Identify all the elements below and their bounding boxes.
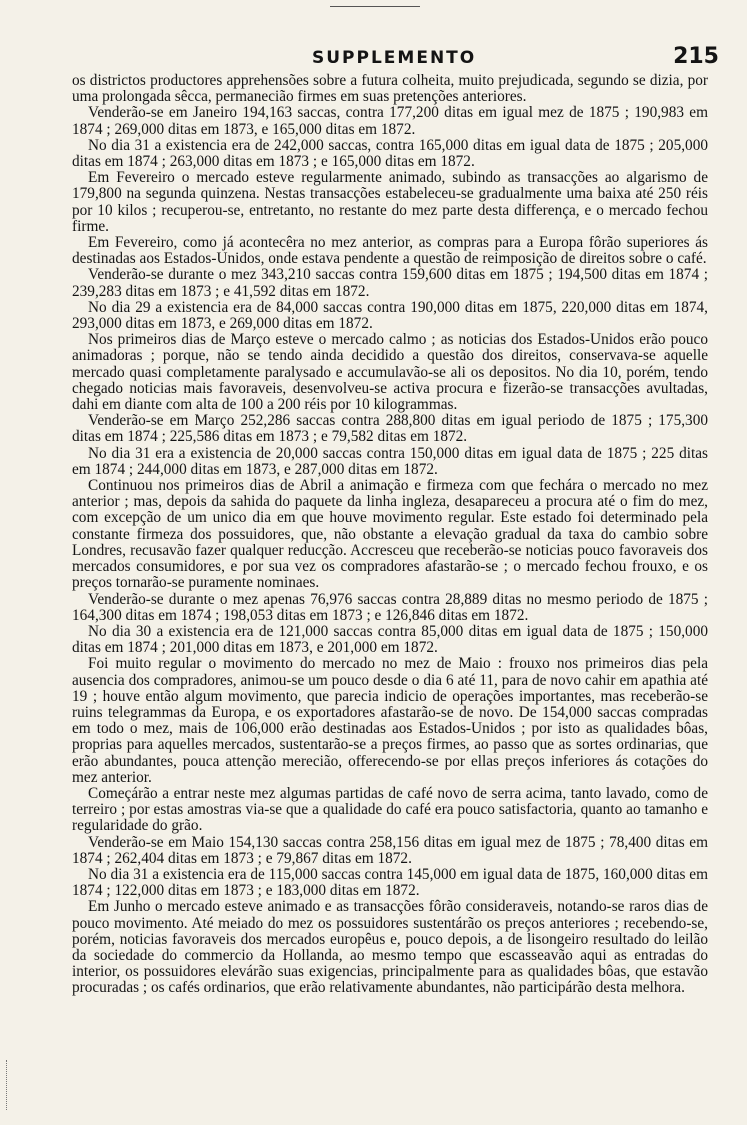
body-text <box>72 73 708 997</box>
paragraph: Foi muito regular o movimento do mercado no mez de Maio : frouxo nos primeiros dias pela ausencia dos compradores, animou-se um pouco desde o dia 6 até 11, para de novo cahir em apathia até 19 ; houve então algum movimento, que parecia indicio de operações importantes, mas receberão-se ruins telegrammas da Europa, e os exportadores afastarão-se de novo. De 154,000 saccas compradas em todo o mez, mais de 106,000 erão destinadas aos Estados-Unidos ; por isto as qualidades bôas, proprias para aquelles mercados, sustentarão-se a preços firmes, ao passo que as sortes ordinarias, que erão abundantes, pouca attenção merecião, offerecendo-se por ellas preços inferiores ás cotações do mez anterior. <box>72 655 708 786</box>
paragraph: Venderão-se em Maio 154,130 saccas contra 258,156 ditas em igual mez de 1875 ; 78,400 ditas em 1874 ; 262,404 ditas em 1873 ; e 79,867 ditas em 1872. <box>72 833 708 867</box>
paragraph: Continuou nos primeiros dias de Abril a animação e firmeza com que fechára o mercado no mez anterior ; mas, depois da sahida do paquete da linha ingleza, desapareceu a procura até o fim do mez, com excepção de um unico dia em que houve movimento regular. Este estado foi determinado pela constante firmeza dos possuidores, que, não obstante a elevação gradual da taxa do cambio sobre Londres, recusavão fazer qualquer reducção. Accresceu que receberão-se noticias pouco favoraveis dos mercados consumidores, e por sua vez os compradores afastarão-se ; o mercado fechou frouxo, e os preços tornarão-se puramente nominaes. <box>72 477 708 592</box>
paragraph: No dia 31 a existencia era de 115,000 saccas contra 145,000 em igual data de 1875, 160,000 ditas em 1874 ; 122,000 ditas em 1873 ; e 183,000 ditas em 1872. <box>72 865 708 900</box>
paragraph: Venderão-se durante o mez 343,210 saccas contra 159,600 ditas em 1875 ; 194,500 ditas em 1874 ; 239,283 ditas em 1873 ; e 41,592 ditas em 1872. <box>72 266 708 300</box>
paragraph: Em Fevereiro, como já acontecêra no mez anterior, as compras para a Europa fôrão superiores ás destinadas aos Estados-Unidos, onde estava pendente a questão de reimposição de direitos sobre o café. <box>72 234 708 268</box>
paragraph: Venderão-se em Janeiro 194,163 saccas, contra 177,200 ditas em igual mez de 1875 ; 190,983 em 1874 ; 269,000 ditas em 1873, e 165,000 ditas em 1872. <box>72 104 708 138</box>
paragraph: No dia 29 a existencia era de 84,000 saccas contra 190,000 ditas em 1875, 220,000 ditas em 1874, 293,000 ditas em 1873, e 269,000 ditas em 1872. <box>72 298 708 333</box>
paragraph: os districtos productores apprehensões sobre a futura colheita, muito prejudicada, segundo se dizia, por uma prolongada sêcca, permanecião firmes em suas pretenções anteriores. <box>72 72 708 106</box>
page-number: 215 <box>673 44 719 69</box>
running-title: SUPPLEMENTO <box>312 48 477 68</box>
top-rule <box>330 6 420 7</box>
paragraph: Venderão-se em Março 252,286 saccas contra 288,800 ditas em igual periodo de 1875 ; 175,300 ditas em 1874 ; 225,586 ditas em 1873 ; e 79,582 ditas em 1872. <box>72 412 708 446</box>
paragraph: Começárão a entrar neste mez algumas partidas de café novo de serra acima, tanto lavado, como de terreiro ; por estas amostras via-se que a qualidade do café era pouco satisfactoria, quanto ao tamanho e regularidade do grão. <box>72 784 708 835</box>
margin-marks <box>6 1060 15 1110</box>
paragraph: No dia 30 a existencia era de 121,000 saccas contra 85,000 ditas em igual data de 1875 ; 150,000 ditas em 1874 ; 201,000 ditas em 1873, e 201,000 em 1872. <box>72 622 708 657</box>
paragraph: Venderão-se durante o mez apenas 76,976 saccas contra 28,889 ditas no mesmo periodo de 1875 ; 164,300 ditas em 1874 ; 198,053 ditas em 1873 ; e 126,846 ditas em 1872. <box>72 590 708 624</box>
page-header <box>60 44 719 74</box>
paragraph: Em Fevereiro o mercado esteve regularmente animado, subindo as transacções ao algarismo de 179,800 na segunda quinzena. Nestas transacções estabeleceu-se gradualmente uma baixa até 250 réis por 10 kilos ; recuperou-se, entretanto, no restante do mez parte desta differença, e o mercado fechou firme. <box>72 169 708 235</box>
paragraph: No dia 31 a existencia era de 242,000 saccas, contra 165,000 ditas em igual data de 1875 ; 205,000 ditas em 1874 ; 263,000 ditas em 1873 ; e 165,000 ditas em 1872. <box>72 136 708 171</box>
paragraph: Em Junho o mercado esteve animado e as transacções fôrão consideraveis, notando-se raros dias de pouco movimento. Até meiado do mez os possuidores sustentárão os preços anteriores ; recebendo-se, porém, noticias favoraveis dos mercados europêus e, pouco depois, a de lisongeiro resultado do leilão da sociedade do commercio da Hollanda, ao mesmo tempo que escasseavão aqui as entradas do interior, os possuidores elevárão suas exigencias, principalmente para as qualidades bôas, que estavão procuradas ; os cafés ordinarios, que erão relativamente abundantes, não participárão desta melhora. <box>72 898 708 997</box>
paragraph: No dia 31 era a existencia de 20,000 saccas contra 150,000 ditas em igual data de 1875 ; 225 ditas em 1874 ; 244,000 ditas em 1873, e 287,000 ditas em 1872. <box>72 444 708 478</box>
paragraph: Nos primeiros dias de Março esteve o mercado calmo ; as noticias dos Estados-Unidos erão pouco animadoras ; porque, não se tendo ainda decidido a questão dos direitos, conservava-se aquelle mercado quasi completamente paralysado e accumulavão-se ali os depositos. No dia 10, porém, tendo chegado noticias mais favoraveis, desenvolveu-se activa procura e fizerão-se transacções avultadas, dahi em diante com alta de 100 a 200 réis por 10 kilogrammas. <box>72 331 708 414</box>
